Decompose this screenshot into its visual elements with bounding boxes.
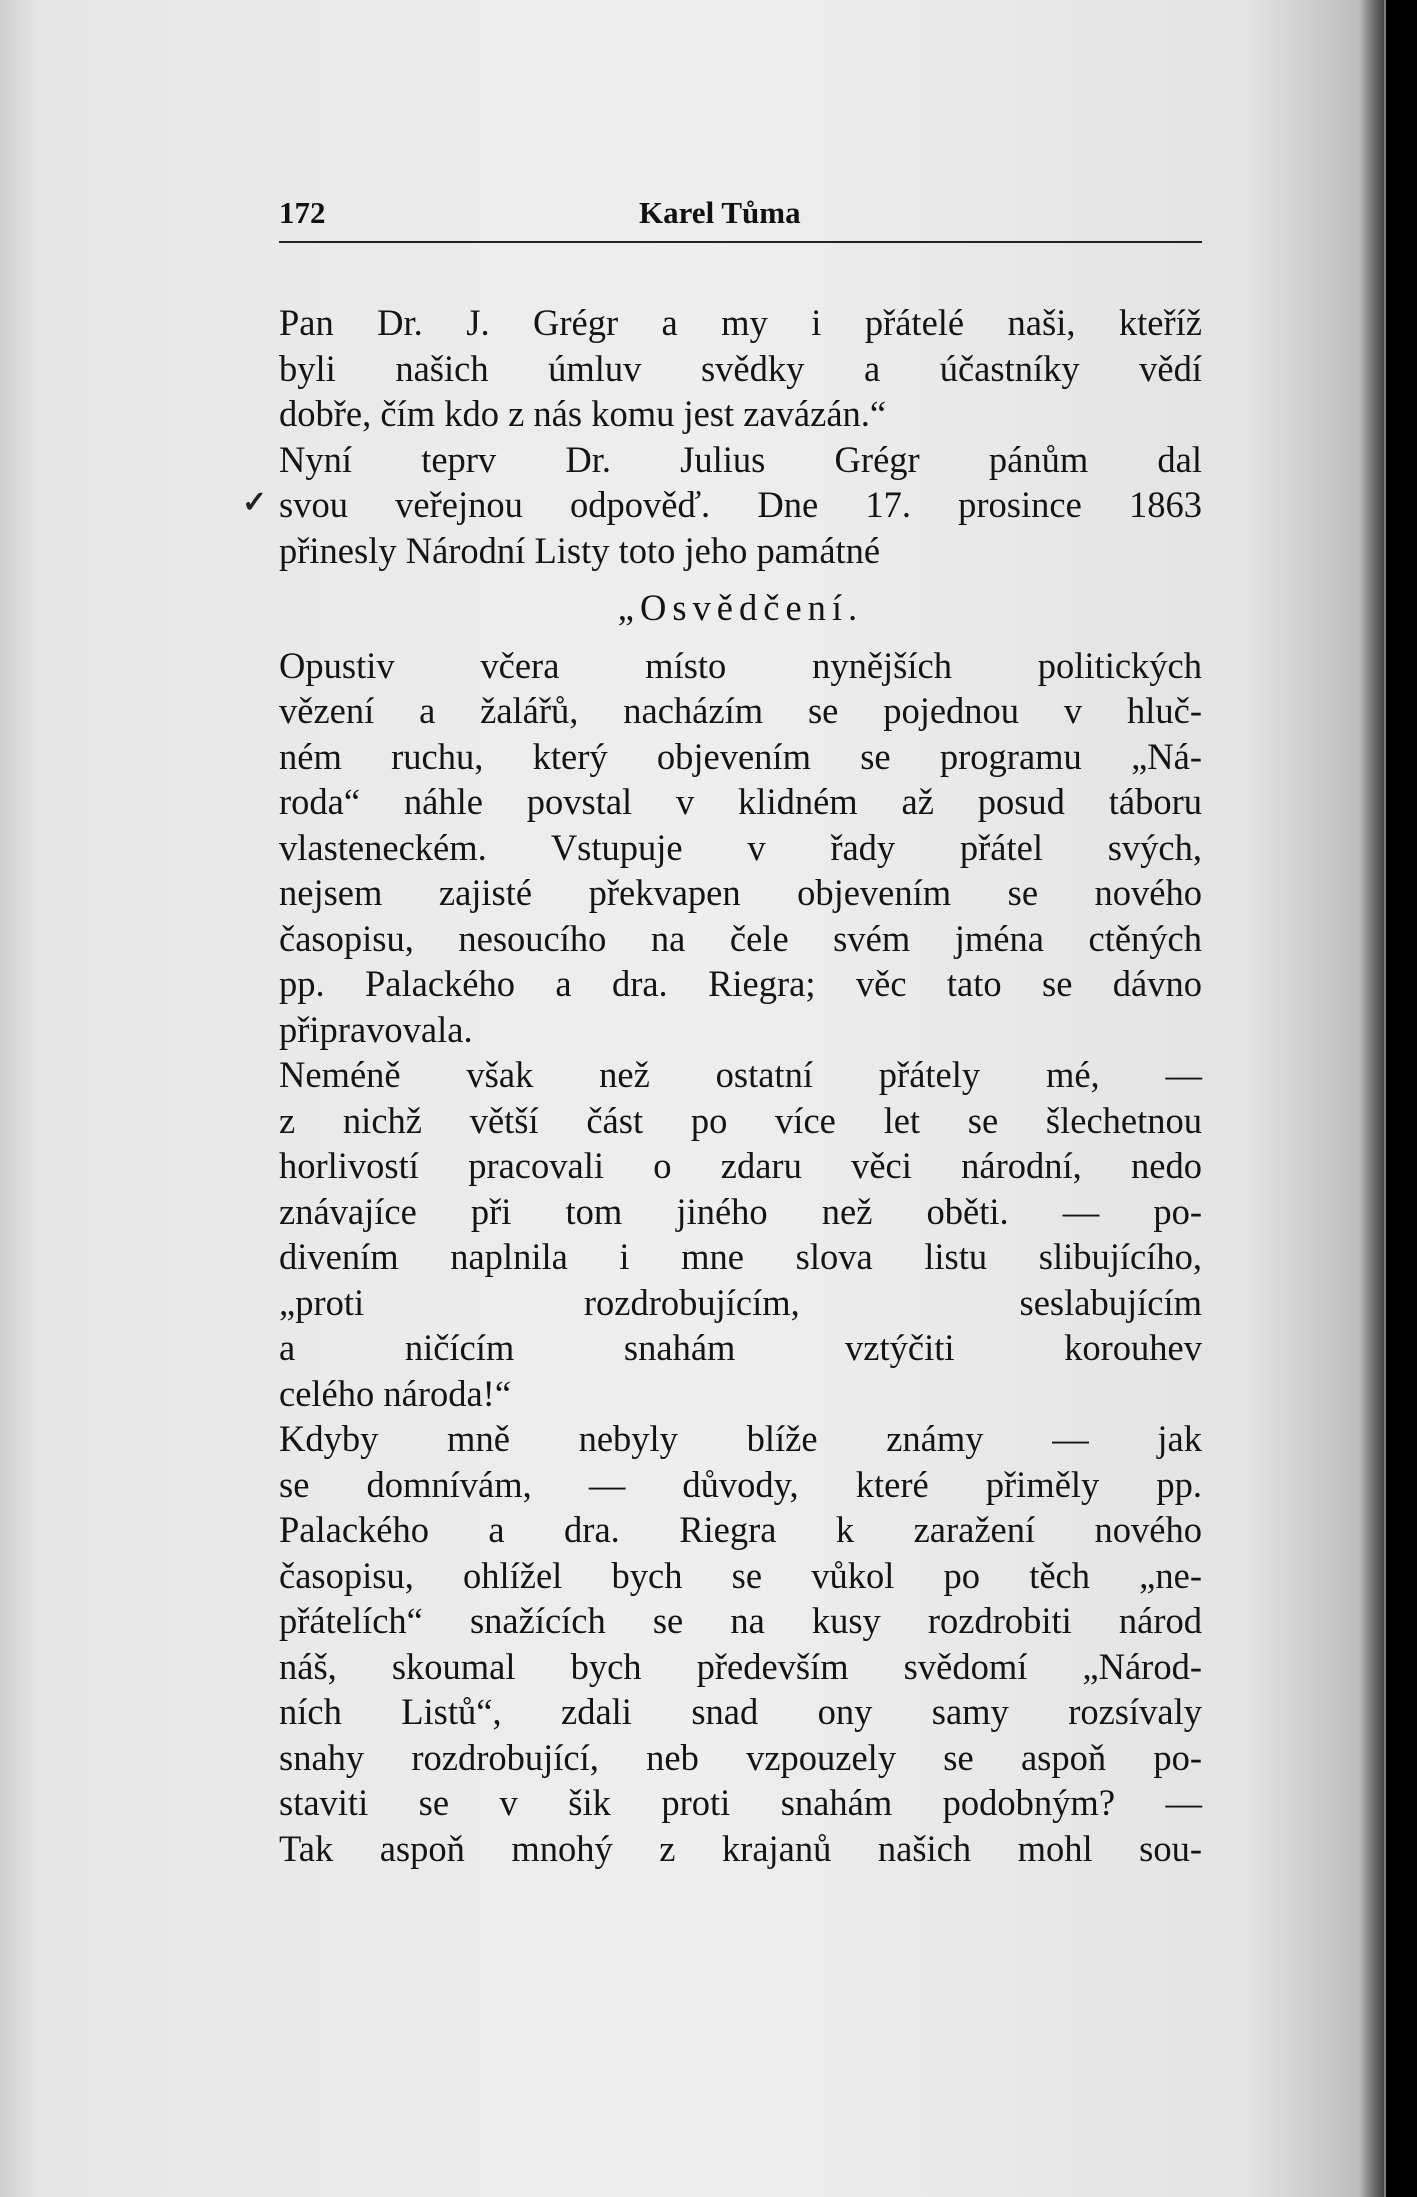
text-line: časopisu, nesoucího na čele svém jména ctěných (279, 917, 1202, 959)
text-line: Pan Dr. J. Grégr a my i přátelé naši, kteříž (279, 302, 1202, 343)
text-line: „proti rozdrobujícím, seslabujícím (279, 1281, 1202, 1323)
text-line: z nichž větší část po více let se šlechetnou (279, 1099, 1202, 1141)
text-line: pp. Palackého a dra. Riegra; věc tato se dávno (279, 963, 1202, 1004)
text-line: snahy rozdrobující, neb vzpouzely se aspoň po- (279, 1736, 1202, 1778)
text-line: se domnívám, — důvody, které přiměly pp. (279, 1463, 1202, 1505)
text-line: Kdyby mně nebyly blíže známy — jak (279, 1418, 1202, 1459)
text-line: ních Listů“, zdali snad ony samy rozsívaly (279, 1691, 1202, 1732)
section-heading: „Osvědčení. (617, 587, 864, 628)
text-line: Tak aspoň mnohý z krajanů našich mohl sou- (279, 1827, 1202, 1869)
page-header (279, 195, 1202, 243)
text-line: staviti se v šik proti snahám podobným? — (279, 1782, 1202, 1823)
page-number: 172 (279, 195, 326, 230)
page-edge-shadow (1360, 0, 1384, 2197)
text-line: znávajíce při tom jiného než oběti. — po- (279, 1190, 1202, 1232)
text-line: Palackého a dra. Riegra k zaražení nového (279, 1509, 1202, 1550)
margin-checkmark: ✓ (242, 486, 268, 519)
text-line: dobře, čím kdo z nás komu jest zavázán.“ (279, 393, 887, 434)
text-line: divením naplnila i mne slova listu slibujícího, (279, 1236, 1202, 1277)
text-line: Opustiv včera místo nynějších politických (279, 644, 1202, 686)
text-line: roda“ náhle povstal v klidném až posud táboru (279, 781, 1202, 822)
text-line: Nyní teprv Dr. Julius Grégr pánům dal (279, 438, 1202, 480)
text-line: celého národa!“ (279, 1372, 512, 1414)
text-line: časopisu, ohlížel bych se vůkol po těch „ne- (279, 1554, 1202, 1596)
text-line: svou veřejnou odpověď. Dne 17. prosince 1863 (279, 484, 1202, 525)
text-line: přinesly Národní Listy toto jeho památné (279, 529, 881, 571)
text-line: a ničícím snahám vztýčiti korouhev (279, 1327, 1202, 1368)
text-line: horlivostí pracovali o zdaru věci národní, nedo (279, 1145, 1202, 1186)
text-line: náš, skoumal bych především svědomí „Národ- (279, 1645, 1202, 1687)
running-title: Karel Tůma (639, 195, 801, 230)
text-line: připravovala. (279, 1008, 473, 1050)
text-line: nejsem zajisté překvapen objevením se nového (279, 872, 1202, 913)
text-line: Neméně však než ostatní přátely mé, — (279, 1054, 1202, 1095)
text-line: ném ruchu, který objevením se programu „Ná- (279, 735, 1202, 777)
text-line: vlasteneckém. Vstupuje v řady přátel svých, (279, 826, 1202, 868)
body-text (279, 300, 1202, 1871)
text-line: byli našich úmluv svědky a účastníky vědí (279, 347, 1202, 389)
text-line: přátelích“ snažících se na kusy rozdrobiti národ (279, 1600, 1202, 1641)
text-line: vězení a žalářů, nacházím se pojednou v hluč- (279, 690, 1202, 731)
